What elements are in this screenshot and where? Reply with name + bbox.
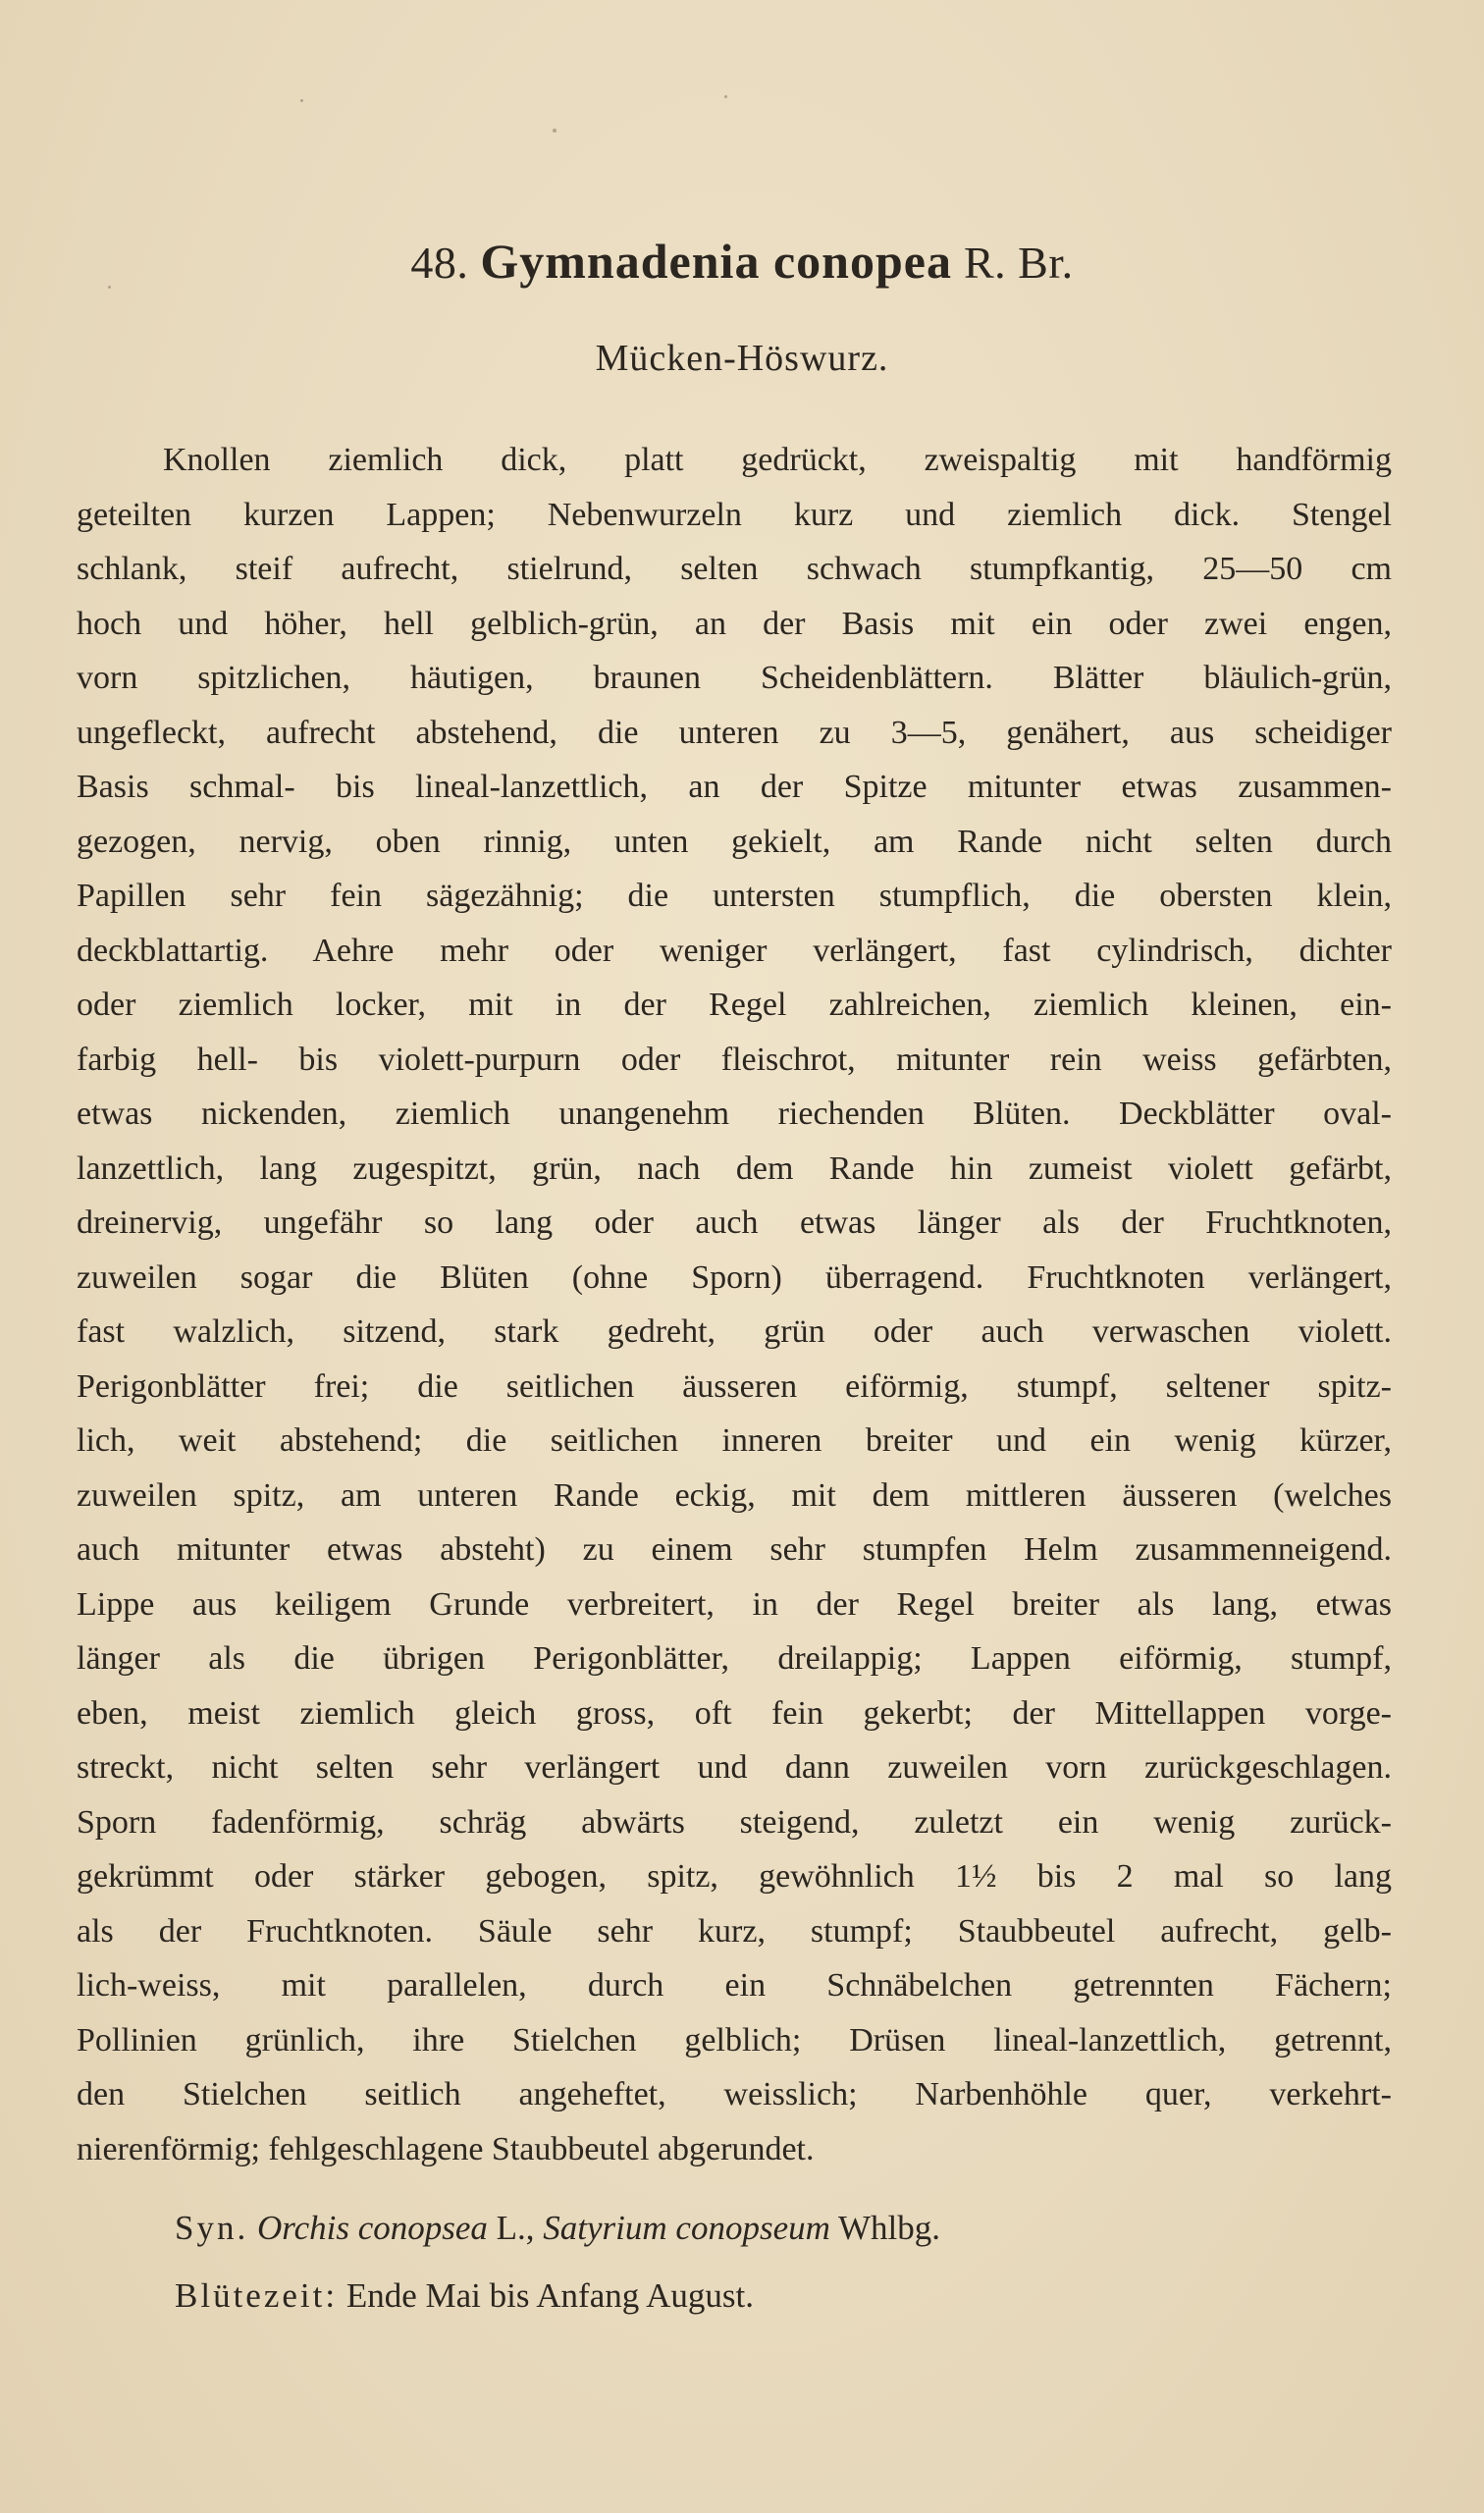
text-line: oder ziemlich locker, mit in der Regel zahlreichen, ziemlich kleinen, ein- <box>77 987 1392 1023</box>
text-line: etwas nickenden, ziemlich unangenehm riechenden Blüten. Deckblätter oval- <box>77 1096 1392 1132</box>
text-line: lanzettlich, lang zugespitzt, grün, nach dem Rande hin zumeist violett gefärbt, <box>77 1150 1392 1187</box>
text-line: zuweilen spitz, am unteren Rande eckig, mit dem mittleren äusseren (welches <box>77 1476 1392 1514</box>
text-line: dreinervig, ungefähr so lang oder auch etwas länger als der Fruchtknoten, <box>77 1204 1392 1241</box>
text-line: gezogen, nervig, oben rinnig, unten gekielt, am Rande nicht selten durch <box>77 823 1392 860</box>
text-line: Lippe aus keiligem Grunde verbreitert, in der Regel breiter als lang, etwas <box>77 1585 1392 1623</box>
paper-speck <box>553 129 556 133</box>
text-line: Pollinien grünlich, ihre Stielchen gelblich; Drüsen lineal-lanzettlich, getrennt, <box>77 2021 1392 2059</box>
text-line: streckt, nicht selten sehr verlängert und dann zuweilen vorn zurückgeschlagen. <box>77 1749 1392 1786</box>
text-line: Knollen ziemlich dick, platt gedrückt, zweispaltig mit handförmig <box>163 442 1392 478</box>
text-line: fast walzlich, sitzend, stark gedreht, grün oder auch verwaschen violett. <box>77 1313 1392 1350</box>
species-name: Gymnadenia conopea <box>480 234 952 289</box>
text-line: als der Fruchtknoten. Säule sehr kurz, stumpf; Staubbeutel aufrecht, gelb- <box>77 1912 1392 1950</box>
text-line: farbig hell- bis violett-purpurn oder fleischrot, mitunter rein weiss gefärbten, <box>77 1041 1392 1078</box>
synonym-name-2: Satyrium conopseum <box>543 2209 830 2247</box>
species-heading <box>0 232 1484 293</box>
text-line: geteilten kurzen Lappen; Nebenwurzeln kurz und ziemlich dick. Stengel <box>77 496 1392 533</box>
description-paragraph <box>77 433 1392 2176</box>
text-line: Sporn fadenförmig, schräg abwärts steigend, zuletzt ein wenig zurück- <box>77 1803 1392 1841</box>
synonyms-label: Syn. <box>175 2209 249 2247</box>
paper-speck <box>724 95 727 98</box>
text-line: länger als die übrigen Perigonblätter, dreilappig; Lappen eiförmig, stumpf, <box>77 1640 1392 1677</box>
text-line: Perigonblätter frei; die seitlichen äusseren eiförmig, stumpf, seltener spitz- <box>77 1367 1392 1405</box>
text-line: Basis schmal- bis lineal-lanzettlich, an der Spitze mitunter etwas zusammen- <box>77 769 1392 805</box>
text-line: lich-weiss, mit parallelen, durch ein Schnäbelchen getrennten Fächern; <box>77 1967 1392 2004</box>
text-line: deckblattartig. Aehre mehr oder weniger verlängert, fast cylindrisch, dichter <box>77 932 1392 969</box>
synonym-name-1: Orchis conopsea <box>256 2209 488 2247</box>
flowering-label: Blütezeit: <box>175 2276 339 2315</box>
synonym-author-2: Whlbg. <box>838 2209 941 2247</box>
paper-speck <box>300 99 303 102</box>
text-line: auch mitunter etwas absteht) zu einem sehr stumpfen Helm zusammenneigend. <box>77 1531 1392 1568</box>
text-line: Papillen sehr fein sägezähnig; die untersten stumpflich, die obersten klein, <box>77 878 1392 914</box>
flowering-value: Ende Mai bis Anfang August. <box>345 2276 754 2315</box>
species-number: 48. <box>410 238 469 288</box>
text-line: nierenförmig; fehlgeschlagene Staubbeutel abgerundet. <box>77 2130 815 2167</box>
text-line: zuweilen sogar die Blüten (ohne Sporn) überragend. Fruchtknoten verlängert, <box>77 1258 1392 1296</box>
common-name: Mücken-Höswurz. <box>595 338 889 379</box>
text-line: vorn spitzlichen, häutigen, braunen Scheidenblättern. Blätter bläulich-grün, <box>77 660 1392 696</box>
text-line: schlank, steif aufrecht, stielrund, selten schwach stumpfkantig, 25—50 cm <box>77 551 1392 587</box>
text-line: ungefleckt, aufrecht abstehend, die unteren zu 3—5, genähert, aus scheidiger <box>77 714 1392 751</box>
text-line: den Stielchen seitlich angeheftet, weisslich; Narbenhöhle quer, verkehrt- <box>77 2076 1392 2112</box>
text-line: gekrümmt oder stärker gebogen, spitz, gewöhnlich 1½ bis 2 mal so lang <box>77 1858 1392 1895</box>
text-line: eben, meist ziemlich gleich gross, oft fein gekerbt; der Mittellappen vorge- <box>77 1694 1392 1732</box>
text-line: hoch und höher, hell gelblich-grün, an der Basis mit ein oder zwei engen, <box>77 605 1392 642</box>
synonyms-line <box>175 2201 940 2255</box>
flowering-time-line <box>175 2269 754 2323</box>
species-author: R. Br. <box>963 238 1074 288</box>
text-line: lich, weit abstehend; die seitlichen inneren breiter und ein wenig kürzer, <box>77 1422 1392 1459</box>
synonym-author-1: L., <box>496 2209 535 2247</box>
